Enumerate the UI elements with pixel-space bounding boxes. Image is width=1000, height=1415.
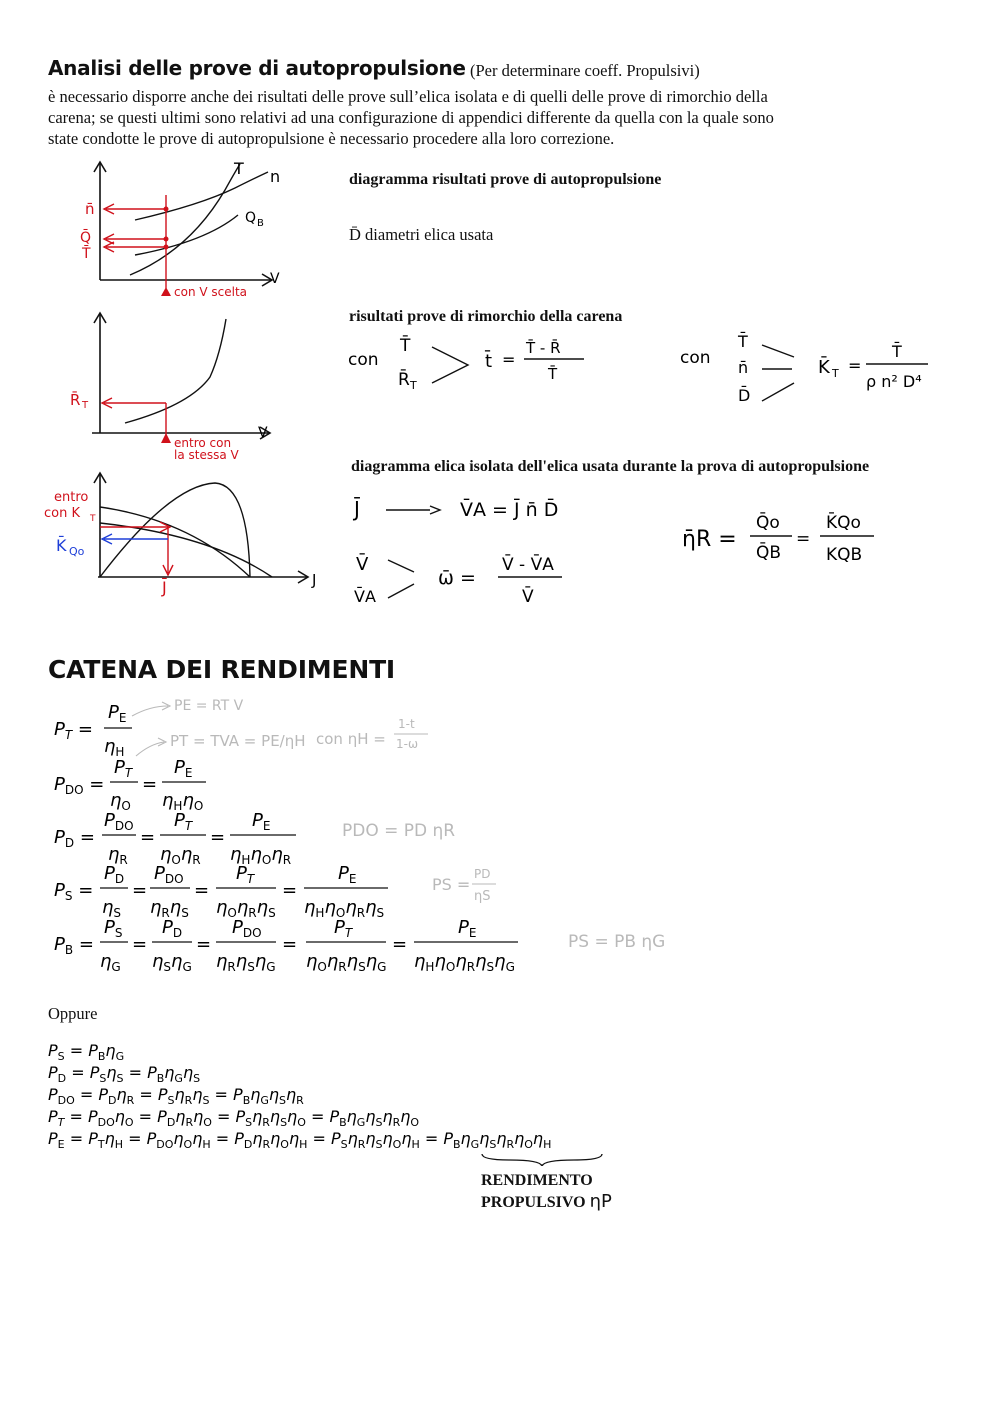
svg-text:ηSηG: $\eta_S\eta_G$ bbox=[152, 951, 192, 974]
word-con: con bbox=[348, 350, 379, 370]
label-J-bar: J̄ bbox=[162, 578, 167, 597]
label-RT-bar: R̄ bbox=[70, 391, 81, 409]
eq-line-4: $P_T = P_{DO}\eta_O = P_D\eta_R\eta_O = P_S\eta_R\eta_S\eta_O = P_B\eta_G\eta_S\eta_R\eta_O$ bbox=[48, 1107, 420, 1129]
label-J: J bbox=[312, 571, 317, 589]
label-KQo: K̄ bbox=[56, 536, 67, 555]
gray-arrow bbox=[136, 742, 164, 756]
d-diametri-line: D̄ diametri elica usata bbox=[349, 225, 494, 244]
label-T-bar: T̄ bbox=[82, 246, 91, 262]
propulsivo-line bbox=[481, 1191, 612, 1213]
etaR-den1: Q̄B bbox=[756, 543, 782, 563]
note-PS: PS = bbox=[432, 875, 471, 894]
note-PS-num: PD bbox=[474, 867, 491, 881]
note-KT-sub: T bbox=[90, 514, 96, 524]
note-PS2: PS = PB ηG bbox=[568, 932, 666, 952]
svg-text:PDO: $P_{DO}$ bbox=[232, 917, 262, 940]
label-n-bar: n̄ bbox=[85, 200, 95, 218]
svg-text:PE: $P_E$ bbox=[108, 702, 127, 725]
note-entro-con: entro con bbox=[174, 436, 232, 450]
intro-line: state condotte le prove di autopropulsione è necessario procedere alla loro correzione. bbox=[48, 129, 615, 148]
catena-formulas bbox=[40, 690, 700, 980]
eq-line-2: $P_D = P_S\eta_S = P_B\eta_G\eta_S$ bbox=[48, 1063, 201, 1085]
D-bar: D̄ bbox=[738, 386, 751, 405]
rendimento-line: RENDIMENTO bbox=[481, 1172, 593, 1189]
svg-text:ηR: $\eta_R$ bbox=[108, 844, 128, 867]
rimorchio-formulas bbox=[340, 325, 960, 415]
note-PDO: PDO = PD ηR bbox=[342, 821, 456, 841]
svg-text:PE: $P_E$ bbox=[174, 757, 193, 780]
label-T: T bbox=[234, 159, 244, 178]
svg-text:PB =: $P_B$ = bbox=[54, 934, 94, 957]
note-etaH-num: 1-t bbox=[398, 717, 415, 731]
curve-T bbox=[130, 164, 240, 275]
eq-line-3: $P_{DO} = P_D\eta_R = P_S\eta_R\eta_S = P_B\eta_G\eta_S\eta_R$ bbox=[48, 1085, 304, 1107]
label-RT-sub: T bbox=[82, 400, 89, 411]
KT-lhs: K̄ bbox=[818, 357, 830, 378]
note-PT: PT = TVA = PE/ηH bbox=[170, 732, 306, 750]
formula-row-PB bbox=[54, 917, 518, 974]
svg-text:PD: $P_D$ bbox=[104, 863, 125, 886]
svg-text:ηHηO: $\eta_H\eta_O$ bbox=[162, 790, 204, 813]
svg-text:PD =: $P_D$ = bbox=[54, 827, 95, 850]
red-dot bbox=[164, 207, 169, 212]
curve-eta0 bbox=[100, 483, 250, 577]
t-formula-num: T̄ - R̄ bbox=[526, 339, 561, 357]
red-triangle bbox=[161, 433, 171, 443]
etaR-num1: Q̄o bbox=[756, 513, 780, 533]
V-bar: V̄ bbox=[356, 554, 369, 575]
word-con-2: con bbox=[680, 348, 711, 368]
arrowhead bbox=[430, 506, 440, 514]
equals-sign: = bbox=[796, 529, 811, 549]
svg-text:=: = bbox=[282, 880, 298, 901]
heading-rimorchio: risultati prove di rimorchio della carena bbox=[349, 308, 623, 325]
eq-line-1: $P_S = P_B\eta_G$ bbox=[48, 1041, 125, 1063]
intro-line: carena; se questi ultimi sono relativi ad una configurazione di appendici differente da quella con la quale sono bbox=[48, 108, 774, 127]
omega-num: V̄ - V̄A bbox=[502, 555, 554, 575]
svg-text:ηOηR: $\eta_O\eta_R$ bbox=[160, 844, 201, 867]
svg-text:ηOηRηS: $\eta_O\eta_R\eta_S$ bbox=[216, 897, 276, 920]
sketch-rimorchio bbox=[40, 305, 340, 465]
svg-text:PE: $P_E$ bbox=[458, 917, 477, 940]
RT-bar: R̄ bbox=[398, 370, 410, 390]
label-QB-sub: B bbox=[257, 218, 264, 229]
t-bar: t̄ bbox=[485, 351, 493, 372]
svg-text:PE: $P_E$ bbox=[252, 810, 271, 833]
label-QB: Q bbox=[245, 210, 257, 226]
oppure-equations bbox=[40, 1036, 660, 1166]
label-QB-bar: Q̄ bbox=[80, 230, 92, 246]
svg-text:ηHηOηRηS: $\eta_H\eta_O\eta_R\eta_S$ bbox=[304, 897, 385, 920]
section-subtitle: (Per determinare coeff. Propulsivi) bbox=[470, 61, 700, 80]
svg-text:=: = bbox=[210, 827, 226, 848]
equals-sign: = bbox=[502, 350, 516, 369]
svg-text:=: = bbox=[142, 774, 158, 795]
svg-text:=: = bbox=[392, 934, 408, 955]
sketch-autopropulsione bbox=[40, 150, 340, 305]
svg-text:PT: $P_T$ bbox=[174, 810, 193, 833]
svg-text:ηG: $\eta_G$ bbox=[100, 951, 121, 974]
RT-sub: T bbox=[410, 379, 417, 392]
KT-num: T̄ bbox=[892, 342, 902, 361]
svg-text:ηH: $\eta_H$ bbox=[104, 736, 125, 759]
svg-text:=: = bbox=[140, 827, 156, 848]
brace-line bbox=[762, 383, 794, 401]
label-V: V bbox=[270, 271, 280, 287]
etaR-den2: KQB bbox=[826, 545, 863, 565]
omega-lhs: ω̄ = bbox=[438, 567, 476, 589]
svg-text:=: = bbox=[194, 880, 210, 901]
intro-line: è necessario disporre anche dei risultati delle prove sull’elica isolata e di quelli delle prove di rimorchio della bbox=[48, 87, 768, 106]
note-con-v-scelta: con V scelta bbox=[174, 285, 248, 299]
underbrace bbox=[482, 1154, 602, 1166]
red-triangle bbox=[161, 287, 171, 296]
brace-line bbox=[388, 584, 414, 598]
svg-text:PT =: $P_T$ = bbox=[54, 719, 94, 742]
note-etaH: con ηH = bbox=[316, 730, 386, 748]
heading-elica-isolata: diagramma elica isolata dell'elica usata durante la prova di autopropulsione bbox=[351, 458, 870, 475]
section-title-autopropulsione: Analisi delle prove di autopropulsione bbox=[48, 56, 466, 80]
red-dot bbox=[164, 237, 169, 242]
formula-row-PDO bbox=[54, 757, 206, 813]
svg-text:PS =: $P_S$ = bbox=[54, 880, 94, 903]
svg-text:ηO: $\eta_O$ bbox=[110, 790, 131, 813]
formula-row-PS bbox=[54, 863, 388, 920]
gray-arrow bbox=[132, 706, 168, 716]
svg-text:PT: $P_T$ bbox=[334, 917, 353, 940]
formula-row-PD bbox=[54, 810, 296, 867]
curve-RT bbox=[125, 319, 226, 423]
svg-text:PE: $P_E$ bbox=[338, 863, 357, 886]
curve-QB bbox=[135, 215, 238, 255]
KT-sub: T bbox=[832, 367, 839, 380]
equals-sign: = bbox=[848, 356, 862, 375]
T-bar: T̄ bbox=[400, 336, 411, 356]
eta-p-symbol: ηP bbox=[589, 1191, 612, 1212]
svg-text:=: = bbox=[132, 880, 148, 901]
VA-bar: V̄A bbox=[354, 587, 376, 606]
propulsivo-word: PROPULSIVO bbox=[481, 1194, 586, 1211]
label-KQo-sub: Qo bbox=[69, 545, 85, 558]
svg-text:PT: $P_T$ bbox=[114, 757, 133, 780]
svg-text:ηS: $\eta_S$ bbox=[102, 897, 122, 920]
svg-text:ηOηRηSηG: $\eta_O\eta_R\eta_S\eta_G$ bbox=[306, 951, 387, 974]
brace-line bbox=[388, 560, 414, 572]
brace-arrows bbox=[432, 347, 468, 383]
etaR-num2: K̄Qo bbox=[826, 513, 861, 533]
svg-text:PDO =: $P_{DO}$ = bbox=[54, 774, 105, 797]
note-PS-den: ηS bbox=[474, 889, 491, 904]
sketch-elica-isolata bbox=[40, 465, 340, 605]
oppure-label: Oppure bbox=[48, 1004, 98, 1023]
svg-text:ηHηOηR: $\eta_H\eta_O\eta_R$ bbox=[230, 844, 292, 867]
rendimento-propulsivo-label bbox=[481, 1170, 612, 1213]
label-V: V bbox=[258, 425, 268, 441]
t-formula-den: T̄ bbox=[548, 365, 558, 383]
VA-formula: V̄A = J̄ n̄ D̄ bbox=[460, 499, 559, 521]
curve-KT bbox=[100, 507, 250, 577]
svg-text:ηRηSηG: $\eta_R\eta_S\eta_G$ bbox=[216, 951, 276, 974]
T-bar-2: T̄ bbox=[738, 332, 748, 351]
note-PE: PE = RT V bbox=[174, 698, 244, 714]
svg-text:PT: $P_T$ bbox=[236, 863, 255, 886]
svg-text:PD: $P_D$ bbox=[162, 917, 183, 940]
etaR-lhs: η̄R = bbox=[682, 527, 737, 552]
eq-line-5: $P_E = P_T\eta_H = P_{DO}\eta_O\eta_H = P_D\eta_R\eta_O\eta_H = P_S\eta_R\eta_S\eta_O\eta_H = P_B\eta_G\eta_S\eta_R\eta_O\eta_H$ bbox=[48, 1129, 552, 1151]
brace-line bbox=[762, 345, 794, 357]
section-title-catena: CATENA DEI RENDIMENTI bbox=[48, 655, 396, 684]
svg-text:=: = bbox=[196, 934, 212, 955]
svg-text:=: = bbox=[132, 934, 148, 955]
svg-text:PS: $P_S$ bbox=[104, 917, 123, 940]
intro-paragraph bbox=[48, 86, 908, 149]
svg-text:ηRηS: $\eta_R\eta_S$ bbox=[150, 897, 189, 920]
svg-text:=: = bbox=[282, 934, 298, 955]
formula-row-PT bbox=[54, 702, 132, 759]
heading-diagramma-autopropulsione: diagramma risultati prove di autopropulsione bbox=[349, 171, 662, 188]
note-la-stessa-v: la stessa V bbox=[174, 448, 239, 462]
omega-den: V̄ bbox=[522, 587, 534, 607]
n-bar: n̄ bbox=[738, 358, 749, 377]
J-bar: J̄ bbox=[354, 497, 360, 521]
note-con-KT: con K bbox=[44, 506, 80, 521]
red-dot bbox=[164, 245, 169, 250]
note-etaH-den: 1-ω bbox=[396, 737, 419, 751]
KT-den: ρ n² D⁴ bbox=[866, 372, 922, 391]
note-entro: entro bbox=[54, 490, 89, 505]
svg-text:ηHηOηRηSηG: $\eta_H\eta_O\eta_R\eta_S\eta_G$ bbox=[414, 951, 515, 974]
svg-text:PDO: $P_{DO}$ bbox=[154, 863, 184, 886]
svg-text:PDO: $P_{DO}$ bbox=[104, 810, 134, 833]
elica-formulas bbox=[340, 480, 900, 615]
label-n: n bbox=[270, 167, 281, 186]
